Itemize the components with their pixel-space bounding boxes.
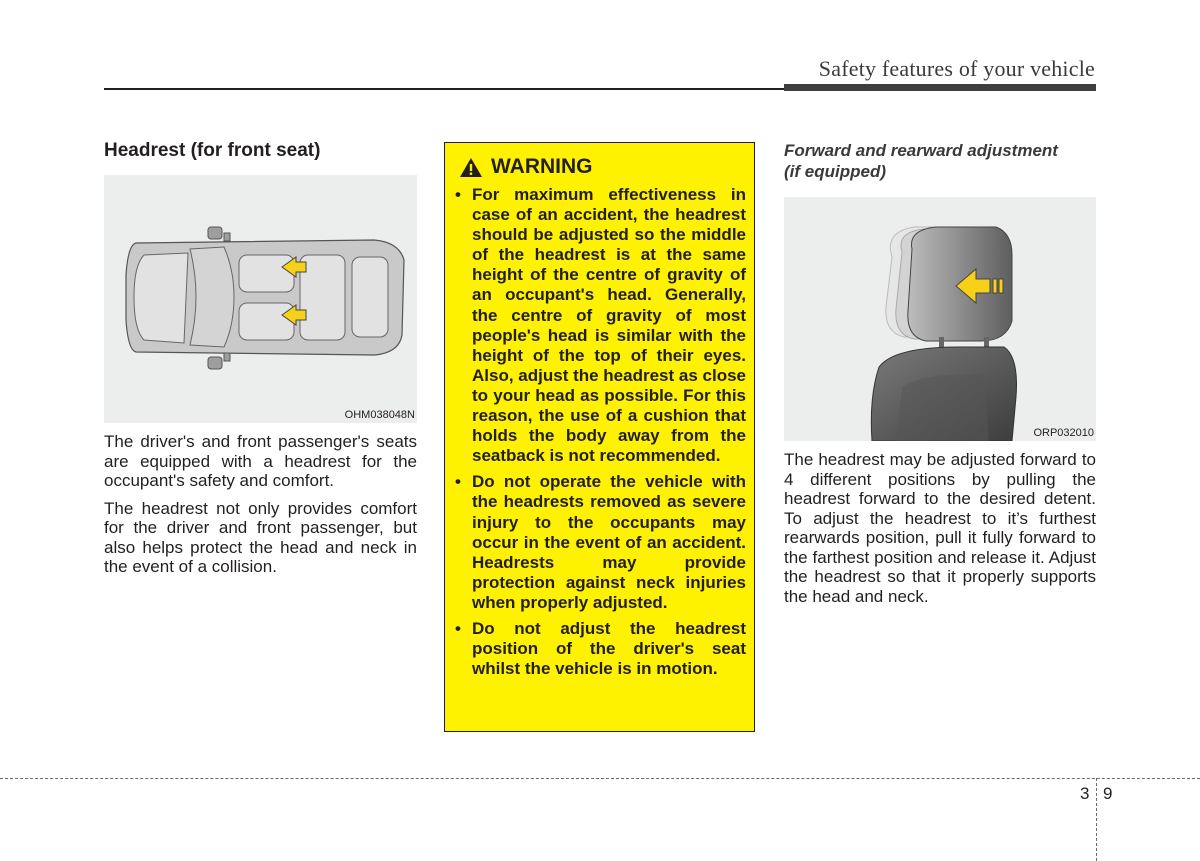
warning-list bbox=[455, 185, 746, 685]
paragraph: The driver's and front passenger's seats are equipped with a headrest for the occupant's safety and comfort. bbox=[104, 432, 417, 490]
warning-header bbox=[459, 155, 593, 179]
figure-code: OHM038048N bbox=[344, 409, 415, 421]
header-rule bbox=[104, 88, 784, 90]
warning-box bbox=[444, 142, 755, 732]
header-rule-accent bbox=[784, 84, 1096, 91]
warning-title: WARNING bbox=[491, 155, 593, 178]
section-heading: Headrest (for front seat) bbox=[104, 140, 321, 161]
left-column bbox=[104, 140, 417, 577]
footer-divider bbox=[1096, 778, 1097, 861]
paragraph: The headrest may be adjusted forward to 4 different positions by pulling the headrest forward to the desired detent. To adjust the headrest to it’s furthest rearwards position, pull it fully forward to the farthest position and release it. Adjust the headrest so that it properly supports the head and neck. bbox=[784, 450, 1096, 606]
warning-item: • For maximum effectiveness in case of an accident, the headrest should be adjusted so the middle of the headrest is at the same height of the centre of gravity of an occupant's head. Generally, the centre of gravity of most people's head is similar with the height of the top of their eyes. Also, adjust the headrest as close to your head as possible. For this reason, the use of a cushion that holds the body away from the seatback is not recommended. bbox=[455, 185, 746, 466]
right-column bbox=[784, 140, 1096, 606]
figure-code: ORP032010 bbox=[1033, 427, 1094, 439]
headrest-illustration bbox=[784, 197, 1096, 441]
page-number: 9 bbox=[1103, 784, 1113, 803]
car-top-view-illustration bbox=[104, 175, 417, 423]
warning-triangle-icon bbox=[459, 157, 483, 178]
car-top-view-figure bbox=[104, 175, 417, 423]
headrest-figure bbox=[784, 197, 1096, 441]
paragraph: The headrest not only provides comfort for the driver and front passenger, but also helps protect the head and neck in the event of a collision. bbox=[104, 498, 417, 576]
subsection-heading: Forward and rearward adjustment (if equipped) bbox=[784, 141, 1058, 181]
chapter-number: 3 bbox=[1080, 784, 1090, 803]
running-header: Safety features of your vehicle bbox=[818, 56, 1095, 81]
footer-rule bbox=[0, 778, 1200, 779]
warning-item: • Do not adjust the headrest position of the driver's seat whilst the vehicle is in motion. bbox=[455, 618, 746, 679]
warning-item: • Do not operate the vehicle with the headrests removed as severe injury to the occupants may occur in the event of an accident. Headrests may provide protection against neck injuries when properly adjusted. bbox=[455, 472, 746, 612]
